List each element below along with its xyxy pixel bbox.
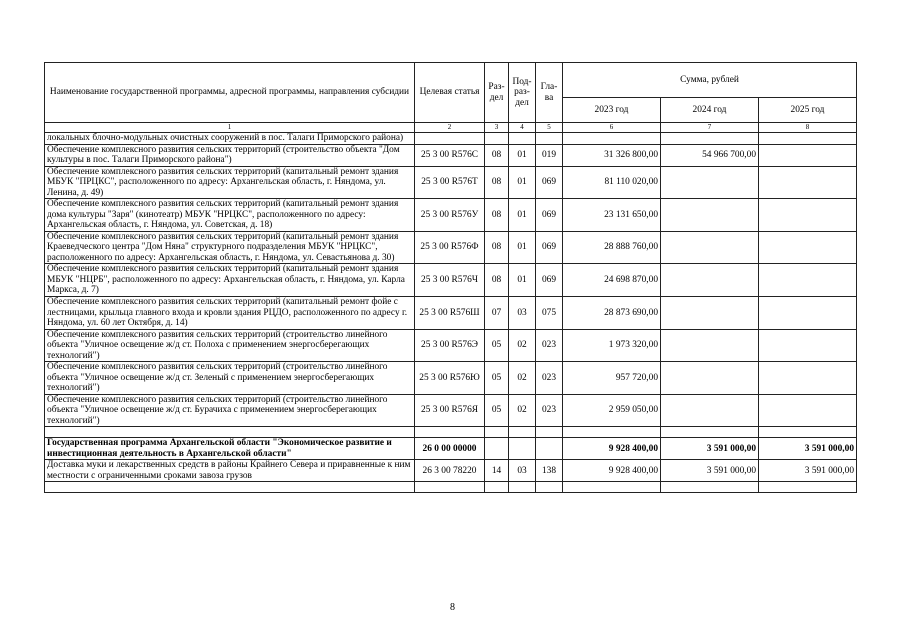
table-header-row [45, 63, 857, 98]
row-name: локальных блочно-модульных очистных сооружений в пос. Талаги Приморского района) [45, 133, 415, 145]
row-target: 25 3 00 R576Я [415, 394, 485, 427]
column-number: 8 [759, 123, 857, 133]
column-number-row [45, 123, 857, 133]
table-row [45, 296, 857, 329]
table-row [45, 362, 857, 395]
row-sum-2025 [759, 362, 857, 395]
row-sum-2024 [661, 394, 759, 427]
row-sum-2024 [661, 329, 759, 362]
row-target: 25 3 00 R576Ч [415, 264, 485, 297]
row-sum-2023: 28 888 760,00 [563, 231, 661, 264]
row-section: 05 [485, 394, 509, 427]
row-name: Обеспечение комплексного развития сельских территорий (строительство линейного объекта "Уличное освещение ж/д ст. Полоха с применением энергосберегающих технологий") [45, 329, 415, 362]
header-sum: Сумма, рублей [563, 63, 857, 98]
row-subsection: 01 [509, 264, 536, 297]
column-number: 5 [536, 123, 563, 133]
header-year-2024: 2024 год [661, 98, 759, 123]
header-subsection: Под-раз-дел [509, 63, 536, 123]
row-section: 05 [485, 362, 509, 395]
row-section: 08 [485, 199, 509, 232]
row-sum-2024 [661, 296, 759, 329]
spacer-row [45, 482, 857, 493]
page-number: 8 [450, 602, 455, 613]
row-chapter: 023 [536, 329, 563, 362]
column-number: 4 [509, 123, 536, 133]
header-section: Раз-дел [485, 63, 509, 123]
row-chapter: 069 [536, 231, 563, 264]
row-section: 08 [485, 231, 509, 264]
header-chapter: Гла-ва [536, 63, 563, 123]
table-row [45, 329, 857, 362]
row-sum-2024 [661, 166, 759, 199]
row-target [415, 133, 485, 145]
row-sum-2023: 1 973 320,00 [563, 329, 661, 362]
table-row [45, 231, 857, 264]
header-year-2023: 2023 год [563, 98, 661, 123]
row-subsection: 01 [509, 231, 536, 264]
row-name: Обеспечение комплексного развития сельских территорий (капитальный ремонт здания дома культуры "Заря" (кинотеатр) МБУК "НРЦКС", расположенного по адресу: Архангельская область, г. Няндома, ул. Советская, д. 18) [45, 199, 415, 232]
column-number: 3 [485, 123, 509, 133]
row-subsection: 02 [509, 362, 536, 395]
row-sum-2025 [759, 133, 857, 145]
row-sum-2024 [661, 362, 759, 395]
row-chapter: 069 [536, 264, 563, 297]
row-target: 25 3 00 R576Э [415, 329, 485, 362]
program-target: 26 0 00 00000 [415, 438, 485, 460]
row-sum-2024 [661, 133, 759, 145]
row-sum-2024: 54 966 700,00 [661, 144, 759, 166]
row-name: Обеспечение комплексного развития сельских территорий (строительство объекта "Дом культуры в пос. Талаги Приморского района") [45, 144, 415, 166]
row-chapter: 138 [536, 460, 563, 482]
row-name: Обеспечение комплексного развития сельских территорий (капитальный ремонт здания Краеведческого центра "Дом Няна" структурного подразделения МБУК "НРЦКС", расположенного по адресу: Архангельская область, г. Няндома, ул. Севастьянова д. 30) [45, 231, 415, 264]
row-name: Обеспечение комплексного развития сельских территорий (капитальный ремонт фойе с лестницами, крыльца главного входа и кровли здания РЦДО, расположенного по адресу г. Няндома, ул. 60 лет Октября, д. 14) [45, 296, 415, 329]
row-sum-2023 [563, 133, 661, 145]
row-sum-2025 [759, 264, 857, 297]
program-sum-2025: 3 591 000,00 [759, 438, 857, 460]
row-sum-2024 [661, 199, 759, 232]
row-subsection: 02 [509, 394, 536, 427]
row-chapter: 019 [536, 144, 563, 166]
row-subsection: 01 [509, 199, 536, 232]
table-row [45, 264, 857, 297]
row-target: 26 3 00 78220 [415, 460, 485, 482]
row-name: Обеспечение комплексного развития сельских территорий (капитальный ремонт здания МБУК "НЦРБ", расположенного по адресу: Архангельская область, г. Няндома, ул. Карла Маркса, д. 7) [45, 264, 415, 297]
row-target: 25 3 00 R576Т [415, 166, 485, 199]
row-sum-2025 [759, 199, 857, 232]
header-target: Целевая статья [415, 63, 485, 123]
row-chapter: 023 [536, 394, 563, 427]
row-name: Доставка муки и лекарственных средств в районы Крайнего Севера и приравненные к ним местности с ограниченными сроками завоза грузов [45, 460, 415, 482]
row-subsection: 02 [509, 329, 536, 362]
row-section: 08 [485, 166, 509, 199]
row-target: 25 3 00 R576С [415, 144, 485, 166]
row-section: 07 [485, 296, 509, 329]
row-chapter: 075 [536, 296, 563, 329]
column-number: 6 [563, 123, 661, 133]
budget-table [44, 62, 857, 493]
row-sum-2023: 24 698 870,00 [563, 264, 661, 297]
row-section: 14 [485, 460, 509, 482]
row-target: 25 3 00 R576У [415, 199, 485, 232]
row-name: Обеспечение комплексного развития сельских территорий (строительство линейного объекта "Уличное освещение ж/д ст. Зеленый с применением энергосберегающих технологий") [45, 362, 415, 395]
row-chapter: 069 [536, 166, 563, 199]
row-target: 25 3 00 R576Ю [415, 362, 485, 395]
table-row [45, 199, 857, 232]
row-name: Обеспечение комплексного развития сельских территорий (капитальный ремонт здания МБУК "ПРЦКС", расположенного по адресу: Архангельская область, г. Няндома, ул. Ленина, д. 49) [45, 166, 415, 199]
row-sum-2023: 81 110 020,00 [563, 166, 661, 199]
row-sum-2024 [661, 264, 759, 297]
program-name: Государственная программа Архангельской области "Экономическое развитие и инвестиционная деятельность в Архангельской области" [45, 438, 415, 460]
spacer-row [45, 427, 857, 438]
row-subsection: 01 [509, 166, 536, 199]
row-sum-2025 [759, 144, 857, 166]
row-sum-2025 [759, 231, 857, 264]
row-subsection: 01 [509, 144, 536, 166]
row-sum-2023: 2 959 050,00 [563, 394, 661, 427]
table-row [45, 394, 857, 427]
program-sum-2023: 9 928 400,00 [563, 438, 661, 460]
row-sum-2023: 31 326 800,00 [563, 144, 661, 166]
row-sum-2025 [759, 166, 857, 199]
row-section: 08 [485, 264, 509, 297]
row-sum-2024: 3 591 000,00 [661, 460, 759, 482]
program-total-row [45, 438, 857, 460]
program-sum-2024: 3 591 000,00 [661, 438, 759, 460]
table-row [45, 133, 857, 145]
header-name: Наименование государственной программы, адресной программы, направления субсидии [45, 63, 415, 123]
row-chapter: 023 [536, 362, 563, 395]
row-sum-2023: 28 873 690,00 [563, 296, 661, 329]
row-sum-2023: 957 720,00 [563, 362, 661, 395]
row-section: 05 [485, 329, 509, 362]
row-target: 25 3 00 R576Ш [415, 296, 485, 329]
row-sum-2025 [759, 329, 857, 362]
row-sum-2023: 9 928 400,00 [563, 460, 661, 482]
row-subsection [509, 133, 536, 145]
table-row [45, 144, 857, 166]
column-number: 7 [661, 123, 759, 133]
row-sum-2023: 23 131 650,00 [563, 199, 661, 232]
table-row [45, 166, 857, 199]
row-subsection: 03 [509, 296, 536, 329]
row-sum-2025 [759, 296, 857, 329]
header-year-2025: 2025 год [759, 98, 857, 123]
column-number: 2 [415, 123, 485, 133]
row-name: Обеспечение комплексного развития сельских территорий (строительство линейного объекта "Уличное освещение ж/д ст. Бурачиха с применением энергосберегающих технологий") [45, 394, 415, 427]
row-sum-2025: 3 591 000,00 [759, 460, 857, 482]
table-row [45, 460, 857, 482]
row-target: 25 3 00 R576Ф [415, 231, 485, 264]
column-number: 1 [45, 123, 415, 133]
row-chapter: 069 [536, 199, 563, 232]
row-sum-2024 [661, 231, 759, 264]
row-section: 08 [485, 144, 509, 166]
row-sum-2025 [759, 394, 857, 427]
row-subsection: 03 [509, 460, 536, 482]
row-chapter [536, 133, 563, 145]
row-section [485, 133, 509, 145]
